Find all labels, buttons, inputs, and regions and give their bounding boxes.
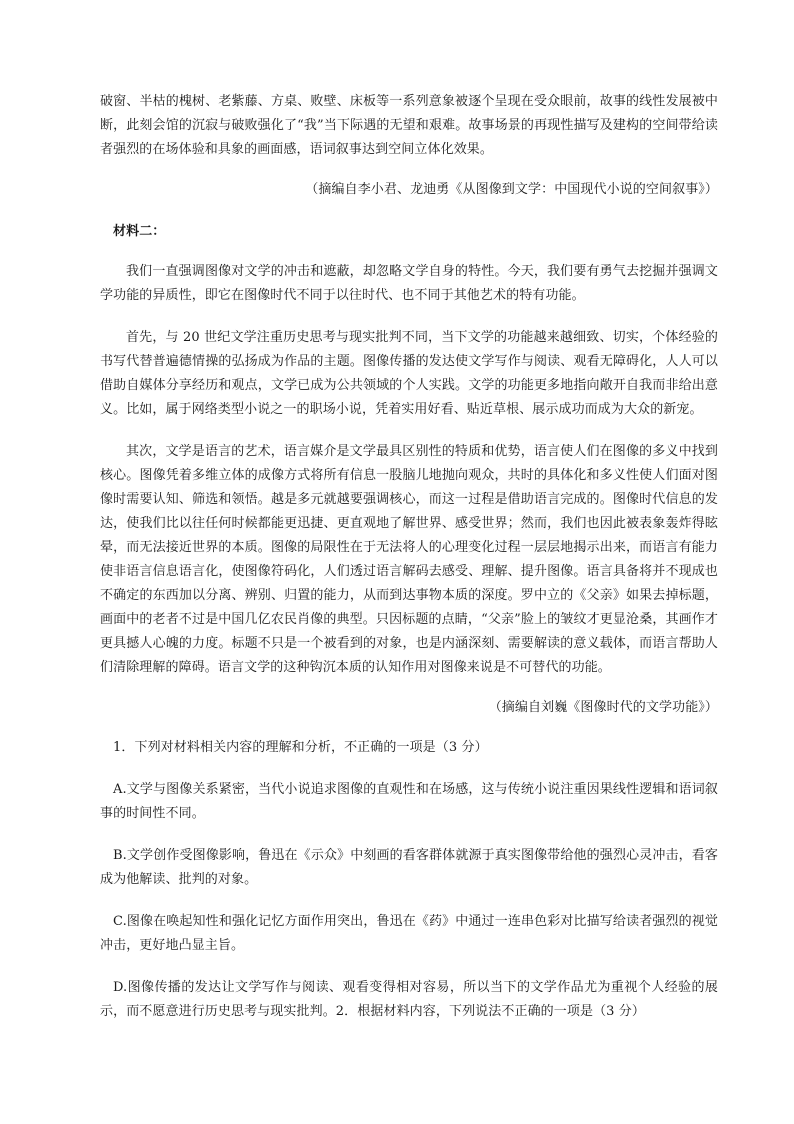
document-page [100, 90, 718, 1024]
material-one-closing-paragraph: 破窗、半枯的槐树、老紫藤、方桌、败壁、床板等一系列意象被逐个呈现在受众眼前，故事的线性发展被中断，此刻会馆的沉寂与破败强化了“我”当下际遇的无望和艰难。故事场景的再现性描写及建构的空间带给读者强烈的在场体验和具象的画面感，语词叙事达到空间立体化效果。 [100, 94, 718, 157]
material-two-paragraph-2: 首先，与 20 世纪文学注重历史思考与现实批判不同，当下文学的功能越来越细致、切实，个体经验的书写代替普遍德情操的弘扬成为作品的主题。图像传播的发达使文学写作与阅读、观看无障碍化，人人可以借助自媒体分享经历和观点，文学已成为公共领域的个人实践。文学的功能更多地指向敞开自我而非给出意义。比如，属于网络类型小说之一的职场小说，凭着实用好看、贴近草根、展示成功而成为大众的新宠。 [100, 330, 718, 417]
question-1-stem: 1．下列对材料相关内容的理解和分析，不正确的一项是（3 分） [113, 740, 488, 755]
material-two-heading: 材料二： [113, 224, 166, 239]
question-1-option-c: C.图像在唤起知性和强化记忆方面作用突出，鲁迅在《药》中通过一连串色彩对比描写给读者强烈的视觉冲击，更好地凸显主旨。 [100, 914, 718, 953]
question-1-option-b: B.文学创作受图像影响，鲁迅在《示众》中刻画的看客群体就源于真实图像带给他的强烈心灵冲击，看客成为他解读、批判的对象。 [100, 848, 718, 887]
question-1-option-a: A.文学与图像关系紧密，当代小说追求图像的直观性和在场感，这与传统小说注重因果线性逻辑和语词叙事的时间性不同。 [100, 782, 718, 821]
material-two-source-citation: （摘编自刘巍《图像时代的文学功能》） [488, 700, 718, 715]
material-two-paragraph-3: 其次，文学是语言的艺术，语言媒介是文学最具区别性的特质和优势，语言使人们在图像的多义中找到核心。图像凭着多维立体的成像方式将所有信息一股脑儿地抛向观众，共时的具体化和多义性使人们面对图像时需要认知、筛选和领悟。越是多元就越要强调核心，而这一过程是借助语言完成的。图像时代信息的发达，使我们比以往任何时候都能更迅捷、更直观地了解世界、感受世界；然而，我们也因此被表象轰炸得眩晕，而无法接近世界的本质。图像的局限性在于无法将人的心理变化过程一层层地揭示出来，而语言有能力使非语言信息语言化，使图像符码化，人们透过语言解码去感受、理解、提升图像。语言具备将并不现成也不确定的东西加以分离、辨别、归置的能力，从而到达事物本质的深度。罗中立的《父亲》如果去掉标题，画面中的老者不过是中国几亿农民肖像的典型。只因标题的点睛，“父亲”脸上的皱纹才更显沧桑，其画作才更具撼人心魄的力度。标题不只是一个被看到的对象，也是内涵深刻、需要解读的意义载体，而语言帮助人们清除理解的障碍。语言文学的这种钩沉本质的认知作用对图像来说是不可替代的功能。 [100, 444, 718, 675]
material-one-source-citation: （摘编自李小君、龙迪勇《从图像到文学：中国现代小说的空间叙事》） [305, 182, 718, 197]
material-two-paragraph-1: 我们一直强调图像对文学的冲击和遮蔽，却忽略文学自身的特性。今天，我们要有勇气去挖掘并强调文学功能的异质性，即它在图像时代不同于以往时代、也不同于其他艺术的特有功能。 [100, 264, 718, 303]
question-1-option-d: D.图像传播的发达让文学写作与阅读、观看变得相对容易，所以当下的文学作品尤为重视个人经验的展示，而不愿意进行历史思考与现实批判。2．根据材料内容，下列说法不正确的一项是（3 分） [100, 980, 718, 1019]
